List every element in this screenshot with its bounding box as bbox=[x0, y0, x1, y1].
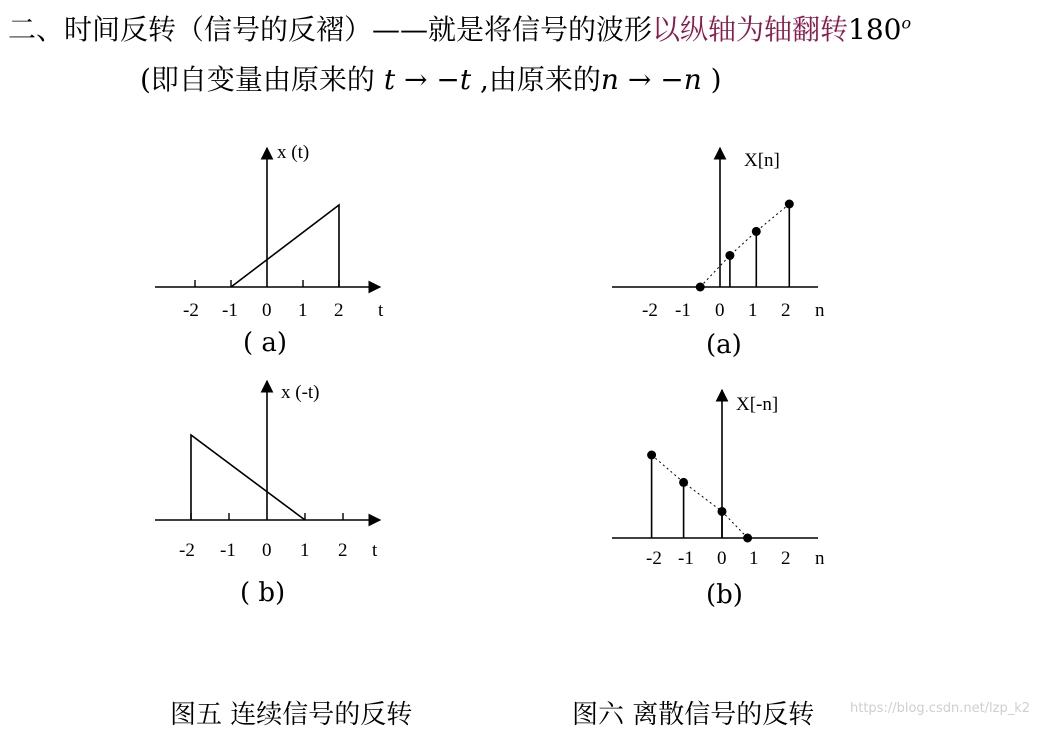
tick-group bbox=[183, 280, 344, 321]
tick-label: -2 bbox=[179, 540, 195, 561]
header-degree-sup: o bbox=[901, 13, 912, 33]
header-var-n: n bbox=[600, 63, 619, 96]
y-axis-label: x (t) bbox=[277, 142, 310, 163]
tick-label: 2 bbox=[338, 540, 348, 561]
signal-x-minus-t bbox=[191, 435, 305, 520]
caption-discrete-a: (a) bbox=[706, 330, 742, 360]
x-axis-label: n bbox=[815, 300, 825, 321]
tick-label: 2 bbox=[781, 300, 791, 321]
sample-dot bbox=[752, 227, 761, 236]
sample-dot bbox=[647, 451, 656, 460]
envelope-line bbox=[700, 204, 789, 287]
header-line-2-b: ,由原来的 bbox=[480, 63, 601, 96]
tick-label: -1 bbox=[678, 548, 694, 569]
caption-continuous-b: ( b) bbox=[240, 578, 286, 608]
sample-dot bbox=[718, 507, 727, 516]
tick-label: -1 bbox=[222, 300, 238, 321]
figure-caption-6: 图六 离散信号的反转 bbox=[572, 700, 815, 730]
y-axis-label: x (-t) bbox=[281, 382, 320, 403]
tick-label: -2 bbox=[646, 548, 662, 569]
signal-x-n bbox=[696, 200, 794, 292]
tick-label: 0 bbox=[717, 548, 727, 569]
header-degree-value: 180 bbox=[848, 13, 902, 46]
tick-label: 1 bbox=[749, 548, 759, 569]
sample-dot bbox=[679, 478, 688, 487]
signal-x-minus-n bbox=[647, 451, 752, 543]
header-arrow-2: → bbox=[627, 63, 652, 96]
figure-caption-5: 图五 连续信号的反转 bbox=[170, 700, 413, 730]
tick-label: -1 bbox=[220, 540, 236, 561]
header-line-2-a: (即自变量由原来的 bbox=[140, 63, 375, 96]
panel-discrete-b bbox=[612, 390, 825, 569]
tick-group bbox=[646, 548, 791, 569]
caption-discrete-b: (b) bbox=[706, 580, 743, 610]
header-line-2-c: ) bbox=[710, 63, 722, 96]
tick-label: -2 bbox=[183, 300, 199, 321]
header-var-t: t bbox=[383, 63, 396, 96]
sample-dot bbox=[785, 200, 794, 209]
tick-label: 2 bbox=[334, 300, 344, 321]
tick-label: -2 bbox=[642, 300, 658, 321]
caption-continuous-a: ( a) bbox=[243, 328, 288, 358]
tick-label: 1 bbox=[300, 540, 310, 561]
signal-x-t bbox=[231, 205, 339, 287]
panel-continuous-a bbox=[155, 142, 384, 321]
header-line-1-main: 二、时间反转（信号的反褶）——就是将信号的波形 bbox=[8, 13, 653, 46]
tick-label: 1 bbox=[748, 300, 758, 321]
header-var-minus-n: −n bbox=[660, 63, 702, 96]
header-var-minus-t: −t bbox=[436, 63, 472, 96]
x-axis-label: t bbox=[372, 540, 378, 561]
watermark: https://blog.csdn.net/lzp_k2 bbox=[850, 701, 1031, 716]
tick-label: 0 bbox=[262, 300, 272, 321]
sample-dot bbox=[725, 251, 734, 260]
y-axis-label: X[-n] bbox=[736, 394, 779, 415]
tick-label: -1 bbox=[675, 300, 691, 321]
tick-label: 0 bbox=[262, 540, 272, 561]
panel-discrete-a bbox=[612, 148, 825, 321]
tick-label: 0 bbox=[715, 300, 725, 321]
panel-continuous-b bbox=[155, 381, 380, 561]
sample-dot bbox=[696, 283, 705, 292]
x-axis-label: t bbox=[378, 300, 384, 321]
envelope-line bbox=[652, 455, 748, 538]
sample-dot bbox=[743, 534, 752, 543]
header-line-1-accent: 以纵轴为轴翻转 bbox=[652, 13, 849, 46]
tick-group bbox=[642, 300, 791, 321]
tick-label: 1 bbox=[298, 300, 308, 321]
header-arrow-1: → bbox=[404, 63, 428, 96]
tick-label: 2 bbox=[781, 548, 791, 569]
y-axis-label: X[n] bbox=[744, 150, 780, 171]
x-axis-label: n bbox=[815, 548, 825, 569]
